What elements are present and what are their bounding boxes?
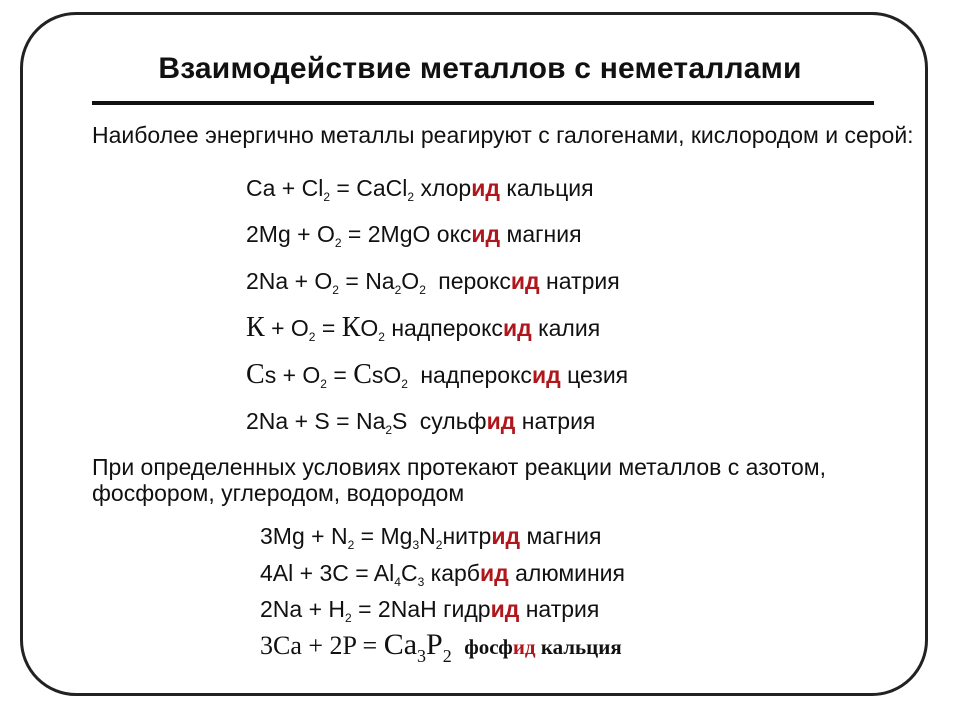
equation-calcium-phosphide: $3Ca + 2P = Ca_3P_2$ фосфид кальция <box>260 628 622 666</box>
equation-sodium-hydride: $2Na + H_2 = 2NaH$ гидрид натрия <box>260 596 600 625</box>
title-underline <box>92 101 874 105</box>
intro-paragraph-halogens: Наиболее энергично металлы реагируют с галогенами, кислородом и серой: <box>92 122 914 148</box>
equation-sodium-peroxide: $2Na + O_2 = Na_2O_2$ пероксид натрия <box>246 268 620 297</box>
intro-paragraph-nitrogen: При определенных условиях протекают реакции металлов с азотом, фосфором, углеродом, водородом <box>92 454 826 506</box>
equation-cesium-superoxide: $Cs + O_2 = CsO_2$ надпероксид цезия <box>246 359 629 391</box>
equation-potassium-superoxide: $К + O_2 = КO_2$ надпероксид калия <box>246 312 601 344</box>
equation-sodium-sulfide: $2Na + S = Na_2S$ сульфид натрия <box>246 408 596 437</box>
equation-aluminium-carbide: $4Al + 3C = Al_4C_3$ карбид алюминия <box>260 560 625 589</box>
equation-calcium-chloride: $Ca + Cl_2$ = CaCl$_2$ хлорид кальция <box>246 175 594 204</box>
slide-title: Взаимодействие металлов с неметаллами <box>158 52 802 85</box>
equation-magnesium-nitride: $3Mg + N_2$ = $Mg_3N_2нитрид$ магния <box>260 523 602 552</box>
equation-magnesium-oxide: $2Mg + O_2 = 2MgO$ оксид магния <box>246 221 582 250</box>
